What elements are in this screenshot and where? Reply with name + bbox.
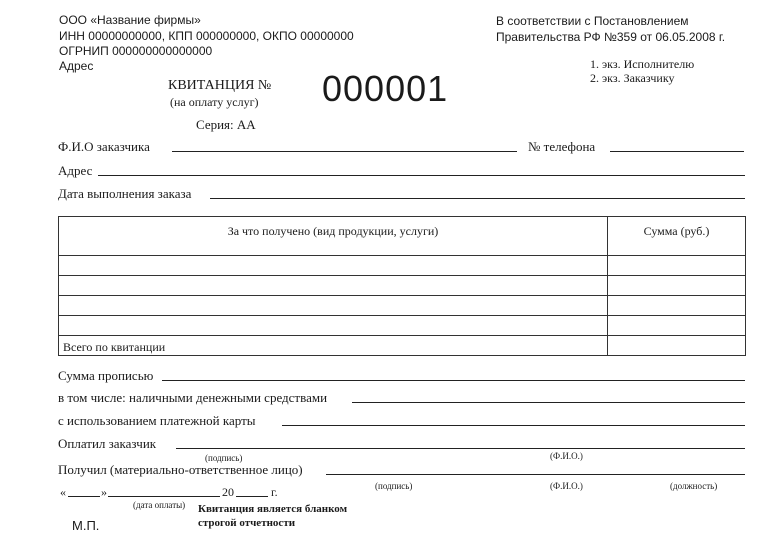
strict-form-note-line1: Квитанция является бланком <box>198 503 348 515</box>
regulation-line2: Правительства РФ №359 от 06.05.2008 г. <box>496 30 726 44</box>
receipt-title: КВИТАНЦИЯ № <box>168 78 272 93</box>
org-ogrnip: ОГРНИП 000000000000000 <box>59 44 213 58</box>
cash-line[interactable] <box>352 402 745 403</box>
paid-sign-hint: (подпись) <box>205 453 243 463</box>
received-by-line[interactable] <box>326 474 745 475</box>
org-ids: ИНН 00000000000, КПП 000000000, ОКПО 00000000 <box>59 29 354 43</box>
table-row-sum[interactable] <box>608 296 746 316</box>
card-label: с использованием платежной карты <box>58 413 256 428</box>
date-year-line[interactable] <box>236 496 268 497</box>
header-sum: Сумма (руб.) <box>608 217 746 256</box>
date-month-line[interactable] <box>108 496 220 497</box>
date-open-quote: « <box>60 485 66 499</box>
table-row-sum[interactable] <box>608 276 746 296</box>
cash-label: в том числе: наличными денежными средствами <box>58 390 328 405</box>
header-item: За что получено (вид продукции, услуги) <box>59 217 608 256</box>
sum-words-label: Сумма прописью <box>58 368 154 383</box>
paid-by-line[interactable] <box>176 448 745 449</box>
address-label: Адрес <box>58 163 93 178</box>
copy-executor: 1. экз. Исполнителю <box>590 57 695 71</box>
order-date-label: Дата выполнения заказа <box>58 186 192 201</box>
paid-fio-hint: (Ф.И.О.) <box>550 451 583 461</box>
date-close-quote: » <box>101 485 107 499</box>
receipt-subtitle: (на оплату услуг) <box>170 95 259 109</box>
received-position-hint: (должность) <box>670 481 718 491</box>
customer-name-line[interactable] <box>172 151 517 152</box>
address-line[interactable] <box>98 175 745 176</box>
receipt-table <box>58 216 746 356</box>
paid-by-label: Оплатил заказчик <box>58 436 157 451</box>
regulation-line1: В соответствии с Постановлением <box>496 14 689 28</box>
table-row[interactable] <box>59 316 608 336</box>
receipt-number: 000001 <box>322 68 449 109</box>
received-fio-hint: (Ф.И.О.) <box>550 481 583 491</box>
receipt-series: Серия: АА <box>196 117 256 132</box>
table-row[interactable] <box>59 256 608 276</box>
org-name: ООО «Название фирмы» <box>59 13 201 27</box>
date-day-line[interactable] <box>68 496 100 497</box>
strict-form-note-line2: строгой отчетности <box>198 517 296 529</box>
customer-name-label: Ф.И.О заказчика <box>58 139 150 154</box>
phone-line[interactable] <box>610 151 744 152</box>
date-hint: (дата оплаты) <box>133 500 186 510</box>
copy-customer: 2. экз. Заказчику <box>590 71 675 85</box>
card-line[interactable] <box>282 425 745 426</box>
table-row-sum[interactable] <box>608 256 746 276</box>
date-year-prefix: 20 <box>222 485 234 499</box>
received-sign-hint: (подпись) <box>375 481 413 491</box>
order-date-line[interactable] <box>210 198 745 199</box>
phone-label: № телефона <box>528 139 596 154</box>
table-row[interactable] <box>59 276 608 296</box>
date-year-suffix: г. <box>271 485 278 499</box>
org-address-label: Адрес <box>59 59 94 73</box>
sum-words-line[interactable] <box>162 380 745 381</box>
received-by-label: Получил (материально-ответственное лицо) <box>58 462 303 477</box>
stamp-label: М.П. <box>72 518 100 533</box>
table-row-sum[interactable] <box>608 316 746 336</box>
table-row[interactable] <box>59 296 608 316</box>
total-sum[interactable] <box>608 336 746 356</box>
total-label: Всего по квитанции <box>59 336 608 356</box>
